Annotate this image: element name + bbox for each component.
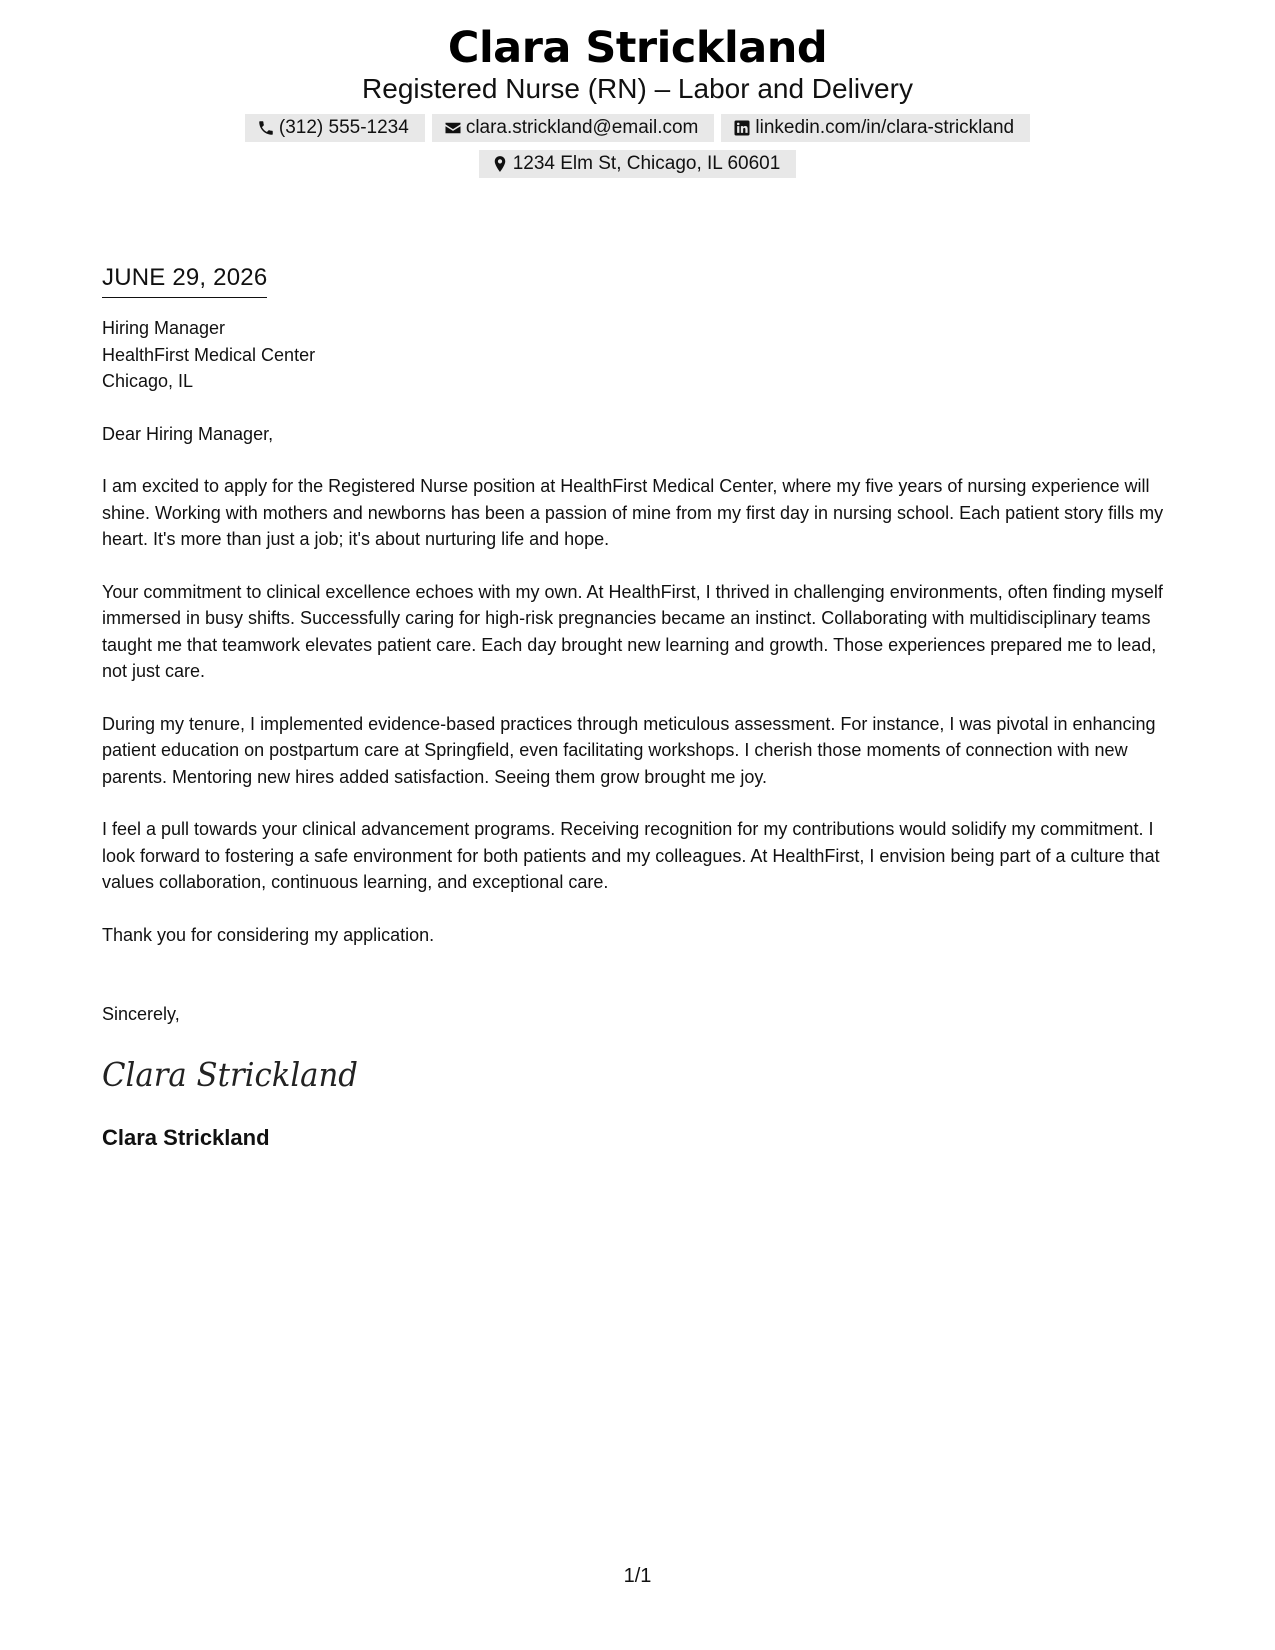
body-paragraph: I am excited to apply for the Registered Nurse position at HealthFirst Medical Center, where my five years of nursing experience will shine. Working with mothers and newborns has been a passion of mine from my first day in nursing school. Each patient story fills my heart. It's more than just a job; it's about nurturing life and hope.: [102, 476, 1164, 549]
phone-icon: [257, 119, 275, 137]
contact-address: [479, 150, 797, 178]
closing: Sincerely,: [102, 1004, 180, 1024]
body-paragraph: During my tenure, I implemented evidence-based practices through meticulous assessment. For instance, I was pivotal in enhancing patient education on postpartum care at Springfield, even facilitating workshops. I cherish those moments of connection with new parents. Mentoring new hires added satisfaction. Seeing them grow brought me joy.: [102, 713, 1156, 787]
recipient-line: HealthFirst Medical Center: [102, 344, 316, 365]
thank-you-line: Thank you for considering my application.: [102, 924, 435, 945]
signer-name: Clara Strickland: [102, 1125, 270, 1150]
contact-linkedin-text: linkedin.com/in/clara-strickland: [755, 117, 1015, 138]
letter-header: [0, 22, 1275, 178]
recipient-line: Chicago, IL: [102, 371, 194, 391]
map-pin-icon: [491, 155, 509, 173]
handwritten-signature: [102, 1052, 372, 1102]
page-number: 1/1: [623, 1565, 652, 1587]
salutation: Dear Hiring Manager,: [102, 423, 274, 444]
letter-body: [102, 263, 1177, 1153]
contact-phone[interactable]: [245, 114, 425, 142]
applicant-title: Registered Nurse (RN) – Labor and Delivery: [362, 73, 913, 104]
contact-phone-text: (312) 555-1234: [278, 117, 409, 138]
envelope-icon: [444, 119, 462, 137]
recipient-block: [102, 315, 1177, 395]
body-paragraph: I feel a pull towards your clinical advancement programs. Receiving recognition for my contributions would solidify my commitment. I look forward to fostering a safe environment for both patients and my colleagues. At HealthFirst, I envision being part of a culture that values collaboration, continuous learning, and exceptional care.: [102, 819, 1160, 892]
contact-bar: [228, 114, 1048, 178]
contact-address-text: 1234 Elm St, Chicago, IL 60601: [512, 153, 781, 174]
contact-email[interactable]: [432, 114, 715, 142]
applicant-name: Clara Strickland: [447, 23, 828, 73]
body-paragraph: Your commitment to clinical excellence echoes with my own. At HealthFirst, I thrived in challenging environments, often finding myself immersed in busy shifts. Successfully caring for high-risk pregnancies became an instinct. Collaborating with multidisciplinary teams taught me that teamwork elevates patient care. Each day brought new learning and growth. Those experiences prepared me to lead, not just care.: [102, 581, 1163, 681]
contact-linkedin[interactable]: [721, 114, 1030, 142]
letter-date: JUNE 29, 2026: [102, 263, 267, 298]
svg-text:Clara Strickland: Clara Strickland: [102, 1054, 358, 1094]
contact-email-text: clara.strickland@email.com: [465, 117, 699, 138]
recipient-line: Hiring Manager: [102, 318, 226, 338]
linkedin-icon: [733, 119, 751, 137]
